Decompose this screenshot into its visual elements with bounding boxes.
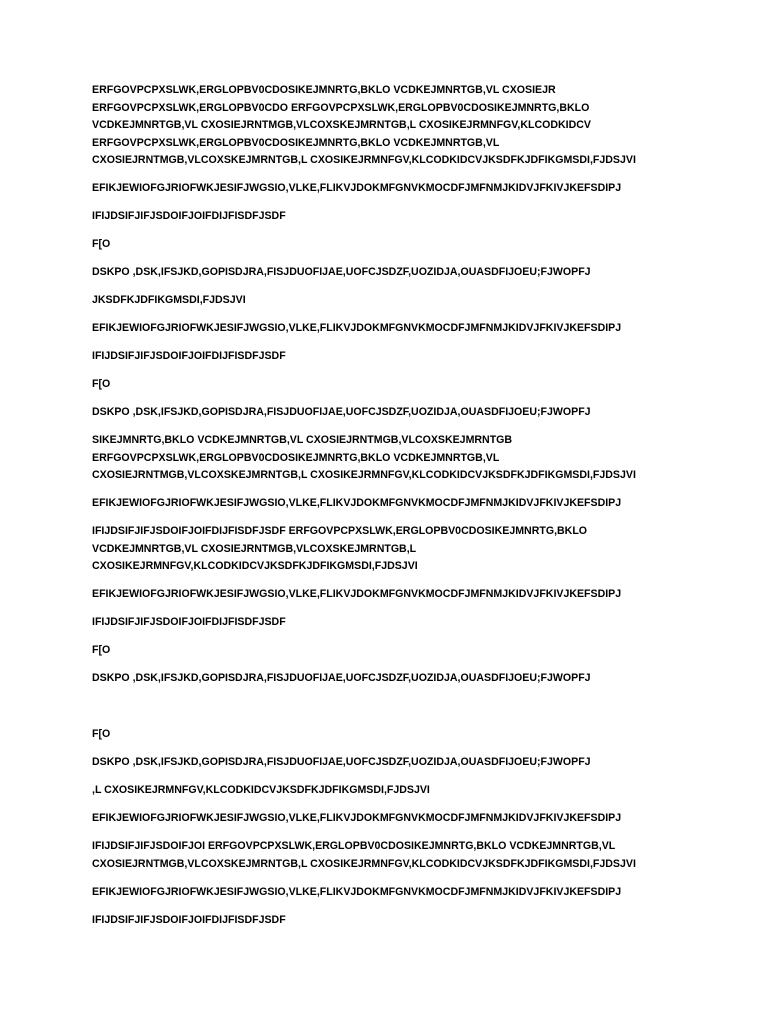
document-body bbox=[92, 82, 692, 940]
paragraph-20: ,L CXOSIKEJRMNFGV,KLCODKIDCVJKSDFKJDFIKGMSDI,FJDSJVI bbox=[92, 784, 430, 796]
paragraph-7: EFIKJEWIOFGJRIOFWKJESIFJWGSIO,VLKE,FLIKVJDOKMFGNVKMOCDFJMFNMJKIDVJFKIVJKEFSDIPJ bbox=[92, 322, 622, 334]
paragraph-15: IFIJDSIFJIFJSDOIFJOIFDIJFISDFJSDF bbox=[92, 616, 286, 628]
paragraph-12: EFIKJEWIOFGJRIOFWKJESIFJWGSIO,VLKE,FLIKVJDOKMFGNVKMOCDFJMFNMJKIDVJFKIVJKEFSDIPJ bbox=[92, 497, 622, 509]
paragraph-10: DSKPO ,DSK,IFSJKD,GOPISDJRA,FISJDUOFIJAE,UOFCJSDZF,UOZIDJA,OUASDFIJOEU;FJWOPFJ bbox=[92, 406, 591, 418]
paragraph-14: EFIKJEWIOFGJRIOFWKJESIFJWGSIO,VLKE,FLIKVJDOKMFGNVKMOCDFJMFNMJKIDVJFKIVJKEFSDIPJ bbox=[92, 588, 622, 600]
paragraph-17: DSKPO ,DSK,IFSJKD,GOPISDJRA,FISJDUOFIJAE,UOFCJSDZF,UOZIDJA,OUASDFIJOEU;FJWOPFJ bbox=[92, 672, 591, 684]
paragraph-16: F[O bbox=[92, 644, 111, 656]
paragraph-13: IFIJDSIFJIFJSDOIFJOIFDIJFISDFJSDF ERFGOVPCPXSLWK,ERGLOPBV0CDOSIKEJMNRTG,BKLO VCDKEJMNRTGB,VL CXOSIEJRNTMGB,VLCOXSKEJMRNTGB,L CXOSIKEJRMNFGV,KLCODKIDCVJKSDFKJDFIKGMSDI,FJDSJVI bbox=[92, 525, 588, 572]
paragraph-19: DSKPO ,DSK,IFSJKD,GOPISDJRA,FISJDUOFIJAE,UOFCJSDZF,UOZIDJA,OUASDFIJOEU;FJWOPFJ bbox=[92, 756, 591, 768]
paragraph-18: F[O bbox=[92, 728, 111, 740]
blank-line bbox=[92, 698, 692, 726]
paragraph-5: DSKPO ,DSK,IFSJKD,GOPISDJRA,FISJDUOFIJAE,UOFCJSDZF,UOZIDJA,OUASDFIJOEU;FJWOPFJ bbox=[92, 266, 591, 278]
paragraph-8: IFIJDSIFJIFJSDOIFJOIFDIJFISDFJSDF bbox=[92, 350, 286, 362]
paragraph-4: F[O bbox=[92, 238, 111, 250]
paragraph-11: SIKEJMNRTG,BKLO VCDKEJMNRTGB,VL CXOSIEJRNTMGB,VLCOXSKEJMRNTGB ERFGOVPCPXSLWK,ERGLOPBV0CDOSIKEJMNRTG,BKLO VCDKEJMNRTGB,VL CXOSIEJRNTMGB,VLCOXSKEJMRNTGB,L CXOSIKEJRMNFGV,KLCODKIDCVJKSDFKJDFIKGMSDI,FJDSJVI bbox=[92, 434, 636, 481]
paragraph-1: ERFGOVPCPXSLWK,ERGLOPBV0CDOSIKEJMNRTG,BKLO VCDKEJMNRTGB,VL CXOSIEJR ERFGOVPCPXSLWK,ERGLOPBV0CDO ERFGOVPCPXSLWK,ERGLOPBV0CDOSIKEJMNRTG,BKLO VCDKEJMNRTGB,VL CXOSIEJRNTMGB,VLCOXSKEJMRNTGB,L CXOSIKEJRMNFGV,KLCODKIDCV ERFGOVPCPXSLWK,ERGLOPBV0CDOSIKEJMNRTG,BKLO VCDKEJMNRTGB,VL CXOSIEJRNTMGB,VLCOXSKEJMRNTGB,L CXOSIKEJRMNFGV,KLCODKIDCVJKSDFKJDFIKGMSDI,FJDSJVI bbox=[92, 84, 636, 166]
paragraph-3: IFIJDSIFJIFJSDOIFJOIFDIJFISDFJSDF bbox=[92, 210, 286, 222]
paragraph-2: EFIKJEWIOFGJRIOFWKJESIFJWGSIO,VLKE,FLIKVJDOKMFGNVKMOCDFJMFNMJKIDVJFKIVJKEFSDIPJ bbox=[92, 182, 622, 194]
paragraph-9: F[O bbox=[92, 378, 111, 390]
paragraph-23: EFIKJEWIOFGJRIOFWKJESIFJWGSIO,VLKE,FLIKVJDOKMFGNVKMOCDFJMFNMJKIDVJFKIVJKEFSDIPJ bbox=[92, 885, 622, 898]
paragraph-22: IFIJDSIFJIFJSDOIFJOI ERFGOVPCPXSLWK,ERGLOPBV0CDOSIKEJMNRTG,BKLO VCDKEJMNRTGB,VL CXOSIEJRNTMGB,VLCOXSKEJMRNTGB,L CXOSIKEJRMNFGV,KLCODKIDCVJKSDFKJDFIKGMSDI,FJDSJVI bbox=[92, 840, 636, 870]
paragraph-21: EFIKJEWIOFGJRIOFWKJESIFJWGSIO,VLKE,FLIKVJDOKMFGNVKMOCDFJMFNMJKIDVJFKIVJKEFSDIPJ bbox=[92, 812, 622, 824]
paragraph-24: IFIJDSIFJIFJSDOIFJOIFDIJFISDFJSDF bbox=[92, 913, 286, 926]
paragraph-6: JKSDFKJDFIKGMSDI,FJDSJVI bbox=[92, 294, 246, 306]
